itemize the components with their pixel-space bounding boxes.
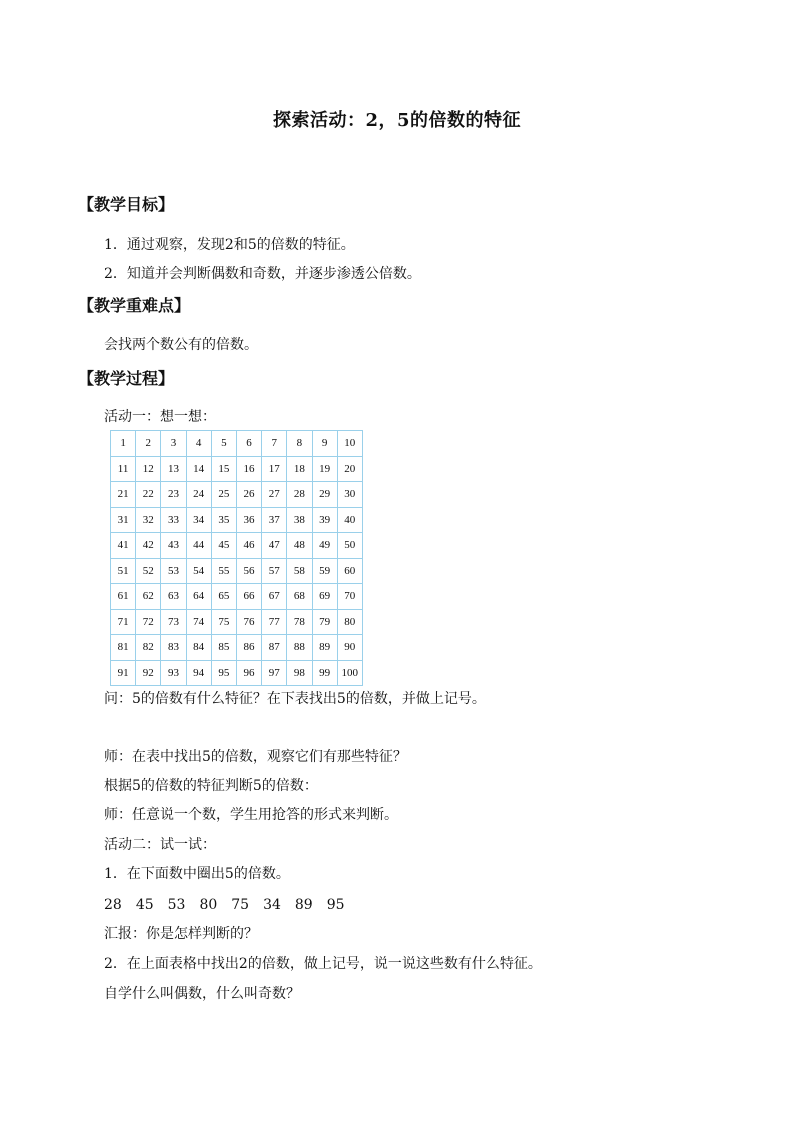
grid-cell: 35 [211,507,236,533]
grid-cell: 21 [111,482,136,508]
grid-cell: 2 [136,431,161,457]
grid-cell: 79 [312,609,337,635]
grid-cell: 69 [312,584,337,610]
grid-cell: 75 [211,609,236,635]
grid-row [111,456,363,482]
activity1-label: 活动一：想一想： [104,409,216,425]
grid-cell: 87 [262,635,287,661]
grid-cell: 68 [287,584,312,610]
number-list: 28 45 53 80 75 34 89 95 [104,897,345,913]
grid-row [111,660,363,686]
grid-cell: 10 [337,431,362,457]
grid-cell: 56 [236,558,261,584]
grid-cell: 74 [186,609,211,635]
grid-cell: 16 [236,456,261,482]
grid-cell: 3 [161,431,186,457]
grid-cell: 98 [287,660,312,686]
objectives-heading: 【教学目标】 [78,195,175,214]
grid-cell: 30 [337,482,362,508]
grid-cell: 13 [161,456,186,482]
grid-cell: 38 [287,507,312,533]
grid-cell: 62 [136,584,161,610]
grid-cell: 66 [236,584,261,610]
grid-cell: 64 [186,584,211,610]
grid-cell: 73 [161,609,186,635]
grid-cell: 49 [312,533,337,559]
grid-cell: 59 [312,558,337,584]
grid-cell: 96 [236,660,261,686]
grid-cell: 17 [262,456,287,482]
grid-row [111,507,363,533]
grid-cell: 84 [186,635,211,661]
grid-cell: 70 [337,584,362,610]
report-text: 汇报：你是怎样判断的？ [104,926,258,942]
grid-cell: 31 [111,507,136,533]
teacher-prompt-1: 师：在表中找出5的倍数，观察它们有那些特征？ [104,749,407,765]
grid-cell: 8 [287,431,312,457]
key-points-heading: 【教学重难点】 [78,296,191,315]
grid-cell: 45 [211,533,236,559]
page-title: 探索活动：2，5的倍数的特征 [272,110,522,131]
grid-cell: 77 [262,609,287,635]
process-heading: 【教学过程】 [78,369,175,388]
judge-text: 根据5的倍数的特征判断5的倍数： [104,778,318,794]
grid-cell: 97 [262,660,287,686]
key-points-text: 会找两个数公有的倍数。 [104,337,258,353]
activity2-label: 活动二：试一试： [104,837,216,853]
grid-cell: 7 [262,431,287,457]
teacher-prompt-2: 师：任意说一个数，学生用抢答的形式来判断。 [104,807,398,823]
grid-cell: 28 [287,482,312,508]
grid-cell: 80 [337,609,362,635]
grid-cell: 88 [287,635,312,661]
grid-cell: 72 [136,609,161,635]
grid-row [111,482,363,508]
grid-cell: 58 [287,558,312,584]
grid-cell: 9 [312,431,337,457]
grid-cell: 82 [136,635,161,661]
grid-cell: 53 [161,558,186,584]
grid-cell: 48 [287,533,312,559]
grid-cell: 40 [337,507,362,533]
grid-cell: 34 [186,507,211,533]
grid-cell: 81 [111,635,136,661]
grid-cell: 14 [186,456,211,482]
grid-row [111,533,363,559]
grid-cell: 86 [236,635,261,661]
grid-row [111,635,363,661]
grid-cell: 1 [111,431,136,457]
grid-cell: 11 [111,456,136,482]
grid-cell: 54 [186,558,211,584]
grid-cell: 100 [337,660,362,686]
task-2-text: 2．在上面表格中找出2的倍数，做上记号，说一说这些数有什么特征。 [104,956,542,972]
grid-cell: 89 [312,635,337,661]
grid-cell: 5 [211,431,236,457]
grid-cell: 19 [312,456,337,482]
grid-cell: 46 [236,533,261,559]
grid-cell: 23 [161,482,186,508]
grid-cell: 93 [161,660,186,686]
grid-cell: 63 [161,584,186,610]
grid-cell: 20 [337,456,362,482]
grid-cell: 25 [211,482,236,508]
task-1-text: 1．在下面数中圈出5的倍数。 [104,866,290,882]
grid-cell: 50 [337,533,362,559]
grid-cell: 67 [262,584,287,610]
grid-cell: 18 [287,456,312,482]
grid-cell: 92 [136,660,161,686]
grid-cell: 12 [136,456,161,482]
grid-cell: 33 [161,507,186,533]
grid-cell: 37 [262,507,287,533]
grid-cell: 29 [312,482,337,508]
grid-cell: 27 [262,482,287,508]
objective-item-1: 1．通过观察，发现2和5的倍数的特征。 [104,237,355,253]
objective-item-2: 2．知道并会判断偶数和奇数，并逐步渗透公倍数。 [104,266,421,282]
grid-cell: 55 [211,558,236,584]
grid-cell: 94 [186,660,211,686]
grid-cell: 60 [337,558,362,584]
grid-cell: 52 [136,558,161,584]
grid-cell: 4 [186,431,211,457]
grid-cell: 85 [211,635,236,661]
grid-cell: 44 [186,533,211,559]
grid-row [111,609,363,635]
grid-cell: 42 [136,533,161,559]
grid-cell: 57 [262,558,287,584]
grid-cell: 41 [111,533,136,559]
grid-cell: 6 [236,431,261,457]
grid-cell: 24 [186,482,211,508]
grid-cell: 47 [262,533,287,559]
grid-cell: 15 [211,456,236,482]
grid-cell: 36 [236,507,261,533]
grid-cell: 65 [211,584,236,610]
grid-cell: 83 [161,635,186,661]
grid-cell: 91 [111,660,136,686]
grid-cell: 95 [211,660,236,686]
grid-cell: 22 [136,482,161,508]
question-text: 问：5的倍数有什么特征？在下表找出5的倍数，并做上记号。 [104,691,486,707]
number-grid-table [110,430,363,686]
grid-cell: 43 [161,533,186,559]
grid-cell: 61 [111,584,136,610]
grid-row [111,558,363,584]
self-study-text: 自学什么叫偶数，什么叫奇数？ [104,986,300,1002]
grid-cell: 90 [337,635,362,661]
grid-cell: 39 [312,507,337,533]
grid-row [111,431,363,457]
grid-cell: 76 [236,609,261,635]
grid-cell: 78 [287,609,312,635]
grid-cell: 99 [312,660,337,686]
grid-cell: 71 [111,609,136,635]
grid-cell: 26 [236,482,261,508]
grid-cell: 51 [111,558,136,584]
grid-cell: 32 [136,507,161,533]
grid-row [111,584,363,610]
